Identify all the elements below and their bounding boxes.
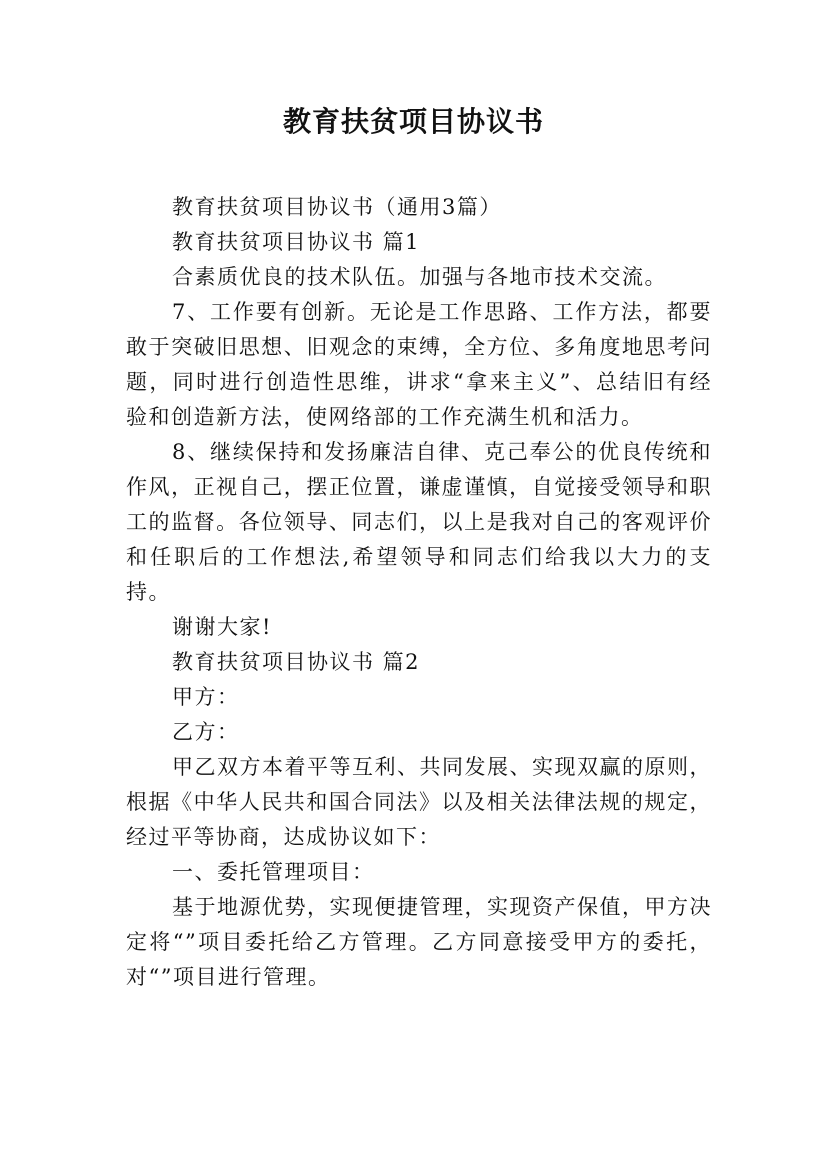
- paragraph: 合素质优良的技术队伍。加强与各地市技术交流。: [172, 265, 667, 289]
- paragraph-party-b: 乙方：: [172, 720, 240, 744]
- paragraph-item-7: 7、工作要有创新。无论是工作思路、工作方法，都要敢于突破旧思想、旧观念的束缚，全方位、多角度地思考问题，同时进行创造性思维，讲求“拿来主义”、总结旧有经验和创造新方法，使网络部的工作充满生机和活力。: [126, 300, 712, 429]
- paragraph-item-8: 8、继续保持和发扬廉洁自律、克己奉公的优良传统和作风，正视自己，摆正位置，谦虚谨慎，自觉接受领导和职工的监督。各位领导、同志们，以上是我对自己的客观评价和任职后的工作想法,希望领导和同志们给我以大力的支持。: [126, 440, 712, 604]
- paragraph-party-a: 甲方：: [172, 685, 240, 709]
- paragraph-subtitle: 教育扶贫项目协议书（通用3篇）: [172, 195, 502, 219]
- paragraph-clause-1-body: 基于地源优势，实现便捷管理，实现资产保值，甲方决定将“”项目委托给乙方管理。乙方同意接受甲方的委托，对“”项目进行管理。: [126, 895, 712, 989]
- paragraph-section-1-heading: 教育扶贫项目协议书 篇1: [172, 230, 421, 254]
- document-body: [126, 190, 712, 995]
- paragraph-preamble: 甲乙双方本着平等互利、共同发展、实现双赢的原则，根据《中华人民共和国合同法》以及相关法律法规的规定，经过平等协商，达成协议如下：: [126, 755, 712, 849]
- paragraph-section-2-heading: 教育扶贫项目协议书 篇2: [172, 650, 421, 674]
- paragraph-thanks: 谢谢大家!: [172, 615, 272, 639]
- paragraph-clause-1-heading: 一、委托管理项目：: [172, 860, 375, 884]
- document-title: 教育扶贫项目协议书: [282, 105, 544, 138]
